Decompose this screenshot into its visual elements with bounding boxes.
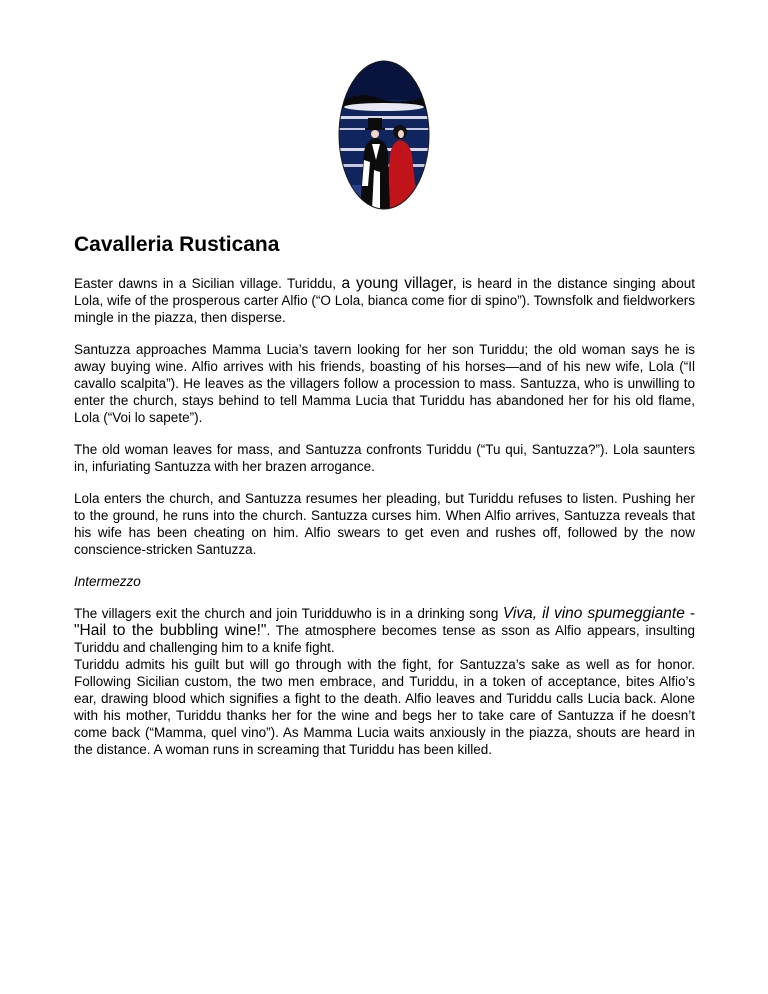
paragraph-2: Santuzza approaches Mamma Lucia’s tavern looking for her son Turiddu; the old woman says he is away buying wine. Alfio arrives with his friends, boasting of his horses—and of his new wife, Lola (“Il cavallo scalpita”). He leaves as the villagers follow a procession to mass. Santuzza, who is unwilling to enter the church, stays behind to tell Mamma Lucia that Turiddu has abandoned her for his old flame, Lola (“Voi lo sapete”).	[74, 342, 695, 425]
paragraph-1-text-c: is heard in the distance singing about Lola, wife of the prosperous carter Alfio (“O Lola, bianca come fior di spino”). Townsfolk and fieldworkers mingle in the piazza, then disperse.	[74, 276, 695, 325]
paragraph-1-text-a: Easter dawns in a Sicilian village. Turiddu,	[74, 276, 342, 291]
paragraph-5-text-a: The villagers exit the church and join Turidduwho is in a drinking song	[74, 606, 503, 621]
paragraph-6: Turiddu admits his guilt but will go through with the fight, for Santuzza’s sake as well as for honor. Following Sicilian custom, the two men embrace, and Turiddu, in a token of acceptance, bites Alfio’s ear, drawing blood which signifies a fight to the death. Alfio leaves and Turiddu calls Lucia back. Alone with his mother, Turiddu thanks her for the wine and begs her to take care of Santuzza if he doesn’t come back (“Mamma, quel vino”). As Mamma Lucia waits anxiously in the piazza, shouts are heard in the distance. A woman runs in screaming that Turiddu has been killed.	[74, 657, 695, 757]
paragraph-1-text-b: a young villager,	[341, 275, 457, 292]
paragraph-1	[74, 275, 695, 326]
document-title: Cavalleria Rusticana	[74, 233, 280, 256]
paragraph-5-translation: - "Hail to the bubbling wine!"	[74, 605, 696, 639]
opera-illustration	[338, 60, 430, 210]
paragraph-4: Lola enters the church, and Santuzza resumes her pleading, but Turiddu refuses to listen. Pushing her to the ground, he runs into the church. Santuzza curses him. When Alfio arrives, Santuzza reveals that his wife has been cheating on him. Alfio swears to get even and rushes off, followed by the now conscience-stricken Santuzza.	[74, 491, 695, 557]
paragraph-5-text-d: . The atmosphere becomes tense as sson as Alfio appears, insulting Turiddu and challenging him to a knife fight.	[74, 623, 695, 655]
paragraph-5	[74, 605, 695, 656]
paragraph-3: The old woman leaves for mass, and Santuzza confronts Turiddu (“Tu qui, Santuzza?”). Lola saunters in, infuriating Santuzza with her brazen arrogance.	[74, 442, 695, 474]
paragraph-5-song-title: Viva, il vino spumeggiante	[502, 605, 685, 622]
intermezzo-heading: Intermezzo	[74, 574, 141, 589]
synopsis-body	[74, 275, 695, 773]
